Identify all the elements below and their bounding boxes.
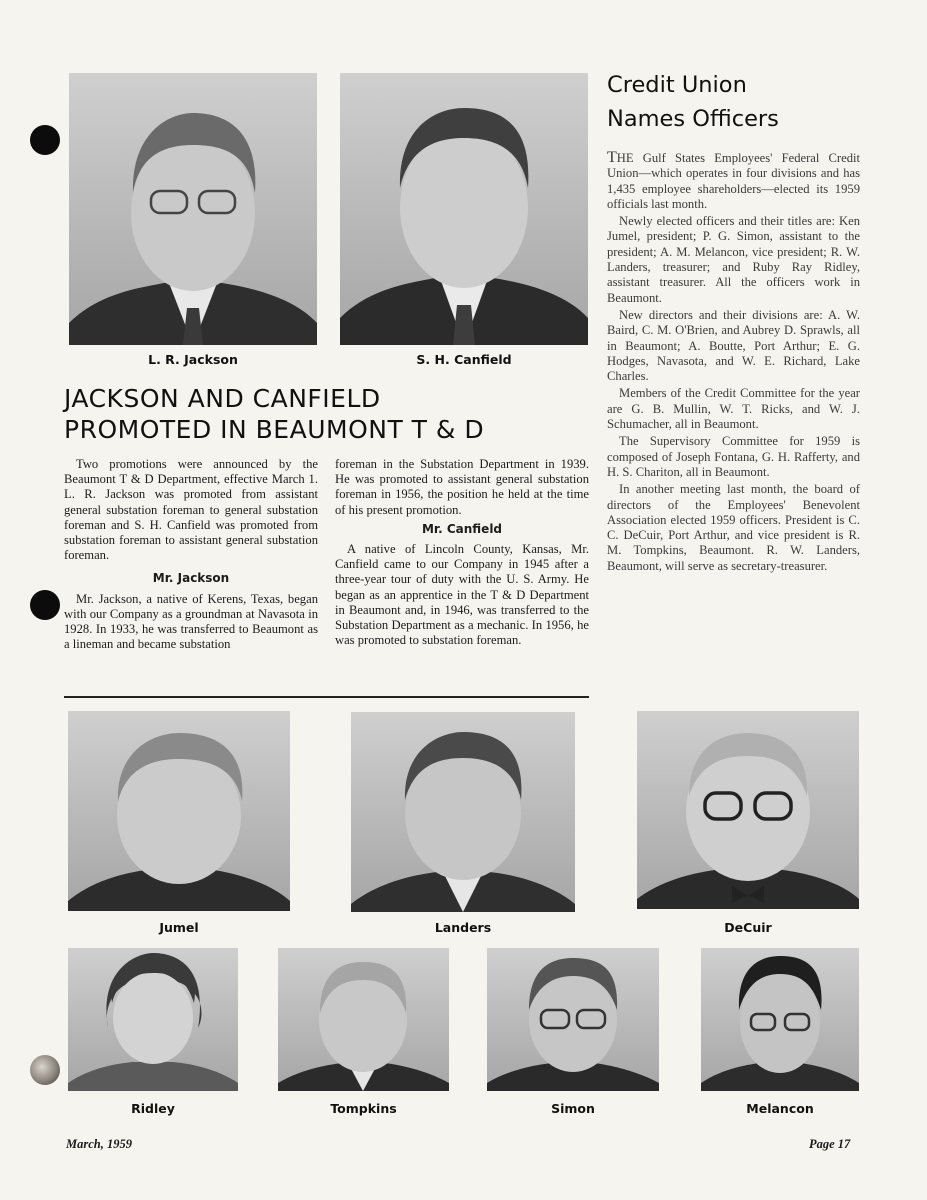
subheading-jackson: Mr. Jackson xyxy=(152,571,230,586)
article-column-left xyxy=(64,457,318,654)
portrait-man-icon xyxy=(637,711,859,909)
article-paragraph: foreman in the Substation Department in 1939. He was promoted to assistant general substation foreman in 1956, the position he held at the time of his present promotion. xyxy=(335,457,589,517)
photo-caption: L. R. Jackson xyxy=(148,352,238,367)
portrait-man-icon xyxy=(278,948,449,1091)
article-paragraph: New directors and their divisions are: A. W. Baird, C. M. O'Brien, and Aubrey D. Sprawls, all in Beaumont; A. Boutte, Port Arthur; E. G. Hodges, Navasota, and W. E. Richard, Lake Charles. xyxy=(607,307,860,384)
binder-hole xyxy=(30,125,60,155)
credit-union-column xyxy=(607,150,860,576)
portrait-man-icon xyxy=(69,73,317,345)
article-column-right xyxy=(335,457,589,650)
photo-melancon xyxy=(701,948,859,1091)
headline-line: Names Officers xyxy=(607,106,779,132)
photo-caption: Simon xyxy=(551,1101,595,1116)
portrait-man-icon xyxy=(701,948,859,1091)
page-number: Page 17 xyxy=(809,1137,851,1151)
headline-line: JACKSON AND CANFIELD xyxy=(64,384,381,413)
photo-jackson xyxy=(69,73,317,345)
photo-landers xyxy=(351,712,575,912)
portrait-woman-icon xyxy=(68,948,238,1091)
article-paragraph: Two promotions were announced by the Beaumont T & D Department, effective March 1. L. R. Jackson was promoted from assistant general substation foreman to general substation foreman and S. H. Canfield was promoted from substation foreman to assistant general substation foreman. xyxy=(64,457,318,563)
portrait-man-icon xyxy=(340,73,588,345)
portrait-man-icon xyxy=(487,948,659,1091)
article-headline xyxy=(64,383,534,445)
portrait-man-icon xyxy=(68,711,290,911)
photo-caption: DeCuir xyxy=(724,920,772,935)
article-paragraph: Newly elected officers and their titles are: Ken Jumel, president; P. G. Simon, assistant to the president; A. M. Melancon, vice president; R. W. Landers, treasurer; and Ruby Ray Ridley, assistant treasurer. All the officers work in Beaumont. xyxy=(607,214,860,305)
photo-canfield xyxy=(340,73,588,345)
binder-hole xyxy=(30,590,60,620)
photo-caption: Jumel xyxy=(159,920,199,935)
photo-decuir xyxy=(637,711,859,909)
photo-tompkins xyxy=(278,948,449,1091)
credit-union-headline xyxy=(607,68,867,136)
photo-caption: Tompkins xyxy=(330,1101,397,1116)
article-paragraph: Mr. Jackson, a native of Kerens, Texas, began with our Company as a groundman at Navasota in 1928. In 1933, he was transferred to Beaumont as a lineman and became substation xyxy=(64,591,318,652)
headline-line: PROMOTED IN BEAUMONT T & D xyxy=(64,415,485,444)
article-paragraph: HE Gulf States Employees' Federal Credit Union—which operates in four divisions and has 1,435 employee shareholders—elected its 1959 officials last month. xyxy=(607,151,860,211)
article-paragraph: The Supervisory Committee for 1959 is composed of Joseph Fontana, G. H. Rafferty, and H. S. Chariton, all in Beaumont. xyxy=(607,434,860,479)
photo-jumel xyxy=(68,711,290,911)
drop-cap: T xyxy=(607,149,617,166)
photo-simon xyxy=(487,948,659,1091)
photo-caption: Melancon xyxy=(746,1101,814,1116)
article-paragraph: In another meeting last month, the board of directors of the Employees' Benevolent Association elected 1959 officers. President is C. C. DeCuir, Port Arthur, and vice president is R. M. Tompkins, Beaumont. R. W. Landers, Beaumont, will serve as secretary-treasurer. xyxy=(607,482,860,573)
photo-caption: Ridley xyxy=(131,1101,175,1116)
headline-line: Credit Union xyxy=(607,72,747,98)
article-paragraph: Members of the Credit Committee for the year are G. B. Mullin, W. T. Ricks, and W. J. Schumacher, all in Beaumont. xyxy=(607,386,860,432)
binder-hole xyxy=(30,1055,60,1085)
photo-caption: S. H. Canfield xyxy=(416,352,512,367)
photo-ridley xyxy=(68,948,238,1091)
subheading-canfield: Mr. Canfield xyxy=(421,521,503,536)
portrait-man-icon xyxy=(351,712,575,912)
footer-date: March, 1959 xyxy=(66,1137,132,1151)
section-divider xyxy=(64,696,589,698)
photo-caption: Landers xyxy=(434,920,492,935)
article-paragraph: A native of Lincoln County, Kansas, Mr. Canfield came to our Company in 1945 after a three-year tour of duty with the U. S. Army. He began as an apprentice in the T & D Department in Beaumont and, in 1946, was transferred to the Substation Department as a mechanic. In 1956, he was promoted to substation foreman. xyxy=(335,542,589,648)
